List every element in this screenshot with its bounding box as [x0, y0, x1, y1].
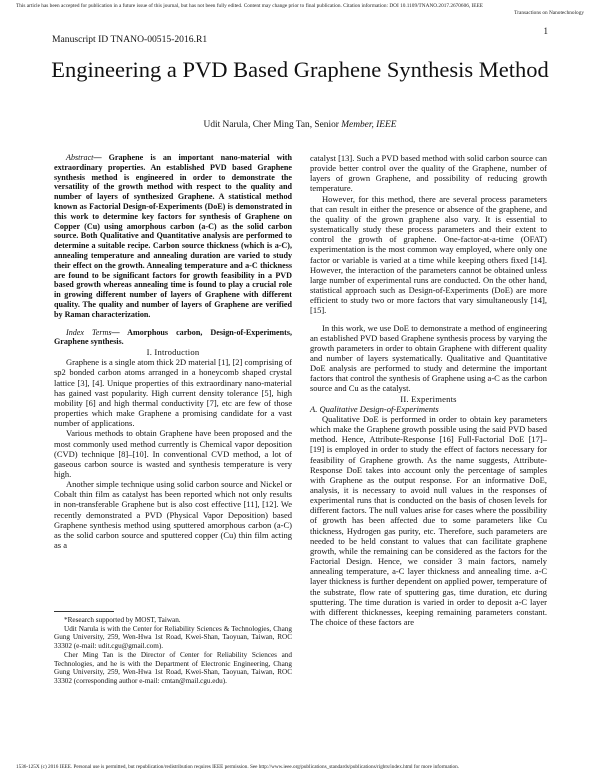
- intro-paragraph-3: Another simple technique using solid carbon source and Nickel or Cobalt thin film as catalyst has been reported which not only results in non-transferable Graphene but is also cost effective [11], [12]. We recently demonstrated a PVD (Physical Vapor Deposition) based Graphene synthesis method using sputtered amorphous carbon (a-C) as the solid carbon source and sputtered copper (Cu) thin film acting as a: [54, 479, 292, 551]
- intro-paragraph-4: However, for this method, there are several process parameters that can result in either the presence or absence of the graphene, and the quality of the grown graphene also vary. It is essential to systematically study these process parameters and their extent to control the growth of graphene. One-factor-at-a-time (OFAT) experimentation is the most common way employed, where only one factor or variable is varied at a time while keeping others fixed [14]. However, the interaction of the parameters cannot be obtained unless large number of experimental runs are conducted. On the other hand, statistical approach such as Design-of-Experiments (DoE) are more efficient to study two or more factors that vary simultaneously [14], [15].: [310, 193, 547, 316]
- footnote-author-2: Cher Ming Tan is the Director of Center for Reliability Sciences and Technologies, and he is with the Department of Electronic Engineering, Chang Gung University, 259, Wen-Hwa 1st Road, Kwei-Shan, Taoyuan, Taiwan, ROC 33302 (corresponding author e-mail: cmtan@mail.cgu.edu).: [54, 650, 292, 685]
- copyright-notice: 1536-125X (c) 2016 IEEE. Personal use is permitted, but republication/redistribution requires IEEE permission. See http://www.ieee.org/publications_standards/publications/rights/index.html for more information.: [16, 764, 460, 770]
- abstract-text: — Graphene is an important nano-material with extraordinary properties. An established PVD based Graphene synthesis method is engineered in order to demonstrate the versatility of the growth method with respect to the quality and number of layers of synthesized Graphene. A statistical method known as Factorial Design-of-Experiments (DoE) is demonstrated in this work to determine key factors for synthesis of Graphene on Copper (Cu) using amorphous carbon (a-C) as the solid carbon source. Both Qualitative and Quantitative analysis are performed to determine a suitable recipe. Carbon source thickness (which is a-C), annealing temperature and annealing duration are varied to study their effect on the growth. Annealing temperature and a-C thickness are found to be significant factors for growth feasibility in a PVD based growth whereas annealing time is found to play a crucial role in growing different number of layers of Graphene with different quality. The quality and number of layers of Graphene are verified by Raman characterization.: [54, 153, 292, 319]
- footnote-research-support: *Research supported by MOST, Taiwan.: [64, 616, 181, 624]
- section-heading-experiments: II. Experiments: [400, 393, 457, 404]
- publication-notice: [16, 3, 584, 16]
- footnote-divider: [54, 611, 114, 612]
- abstract-label: Abstract: [66, 153, 94, 162]
- page-number: 1: [543, 26, 548, 36]
- footnotes: [54, 611, 292, 686]
- experiments-paragraph-1: Qualitative DoE is performed in order to obtain key parameters which make the Graphene growth possible using the said PVD based method. Hence, Attribute-Response [16] Full-Factorial DoE [17]–[19] is employed in order to study the effect of factors necessary for feasibility of Graphene growth. As the name suggests, Attribute-Response DoE takes into account only the percentage of samples with Graphene as the output response. For an informative DoE, analysis, it is necessary to avoid null values in the responses of experimental runs that is conducted on the basis of chosen levels for different factors. The null values arise for cases where the possibility of growth has been affected due to some parameters like Cu thickness, Hydrogen gas purity, etc. Therefore, such parameters are needed to be held constant to values that can facilitate graphene growth, while the remaining can be considered as the factors for the Factorial Design. Hence, we consider 3 main factors, namely annealing temperature, a-C layer thickness and annealing time. a-C layer thickness is further dependent on applied power, temperature of the substrate, flow rate of sputtering gas, time duration, etc during sputtering. The time duration is varied in order to deposit a-C layer with different thicknesses, keeping remaining parameters constant. The choice of these factors are: [310, 413, 547, 628]
- paper-title: Engineering a PVD Based Graphene Synthesis Method: [51, 57, 549, 82]
- intro-paragraph-2: Various methods to obtain Graphene have been proposed and the most commonly used method currently is Chemical vapor deposition (CVD) technique [8]–[10]. In conventional CVD method, a lot of gaseous carbon source is wasted and synthesis temperature is very high.: [54, 428, 292, 480]
- section-heading-introduction: I. Introduction: [146, 347, 200, 358]
- footnote-author-1: Udit Narula is with the Center for Reliability Sciences & Technologies, Chang Gung University, 259, Wen-Hwa 1st Road, Kwei-Shan, Taoyuan, Taiwan, ROC 33302 (e-mail: udit.cgu@gmail.com).: [54, 624, 292, 651]
- authors: [40, 120, 560, 130]
- publication-notice-line1: This article has been accepted for publication in a future issue of this journal, but has not been fully edited. Content may change prior to final publication. Citation information: DOI 10.1109/TNANO.2017.2670606, IEEE: [16, 3, 483, 9]
- manuscript-id: Manuscript ID TNANO-00515-2016.R1: [52, 34, 208, 45]
- intro-paragraph-1: Graphene is a single atom thick 2D material [1], [2] comprising of sp2 bonded carbon atoms arranged in a honeycomb shaped crystal lattice [3], [4]. Unique properties of this extraordinary nano-material has gained vast popularity. High current density tolerance [5], high mobility [6] and high thermal conductivity [7], etc are few of those properties which make Graphene a promising candidate for a vast number of applications.: [54, 357, 292, 429]
- index-terms-text: — Amorphous carbon, Design-of-Experiments, Graphene synthesis.: [54, 327, 292, 347]
- index-terms: [54, 328, 292, 348]
- author-membership: Member, IEEE: [341, 120, 397, 130]
- abstract: [54, 153, 292, 320]
- subsection-heading-qualitative-doe: A. Qualitative Design-of-Experiments: [310, 403, 439, 414]
- author-names: Udit Narula, Cher Ming Tan, Senior: [203, 120, 342, 130]
- intro-paragraph-5: In this work, we use DoE to demonstrate a method of engineering an established PVD based Graphene synthesis process by varying the growth parameters in order to obtain Graphene with different quality and number of layers systematically. Qualitative and Quantitative DoE analysis are performed to study and determine the important factors that control the synthesis of Graphene using a-C as the carbon source and Cu as the catalyst.: [310, 322, 547, 394]
- left-column: [54, 153, 292, 550]
- right-column: [310, 153, 547, 627]
- publication-notice-line2: Transactions on Nanotechnology: [514, 9, 584, 16]
- intro-paragraph-3-continued: catalyst [13]. Such a PVD based method with solid carbon source can provide better control over the quality of the Graphene, number of layers of grown Graphene, and possibility of reducing growth temperature.: [310, 153, 547, 194]
- index-terms-label: Index Terms: [66, 327, 112, 337]
